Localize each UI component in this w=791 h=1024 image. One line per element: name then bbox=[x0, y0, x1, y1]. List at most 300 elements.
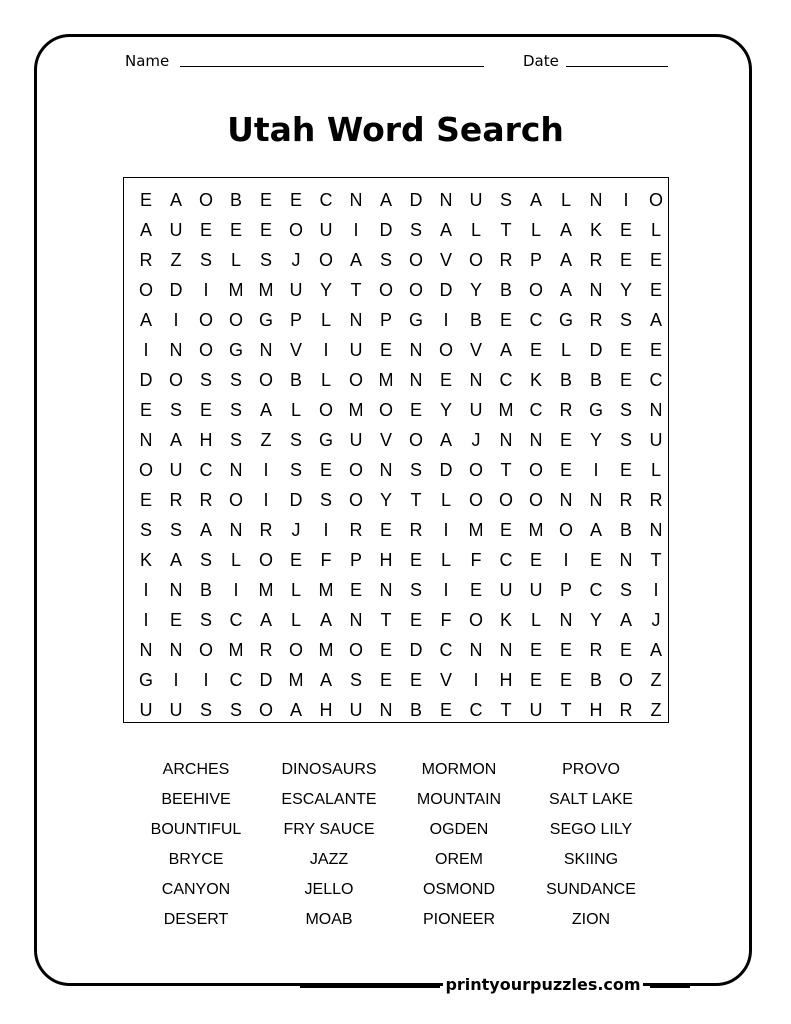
grid-letter: O bbox=[258, 370, 273, 390]
grid-letter: E bbox=[619, 460, 632, 480]
grid-letter: O bbox=[378, 400, 393, 420]
grid-letter: N bbox=[169, 340, 183, 360]
grid-letter: N bbox=[589, 190, 603, 210]
grid-letter: V bbox=[379, 430, 392, 450]
grid-letter: D bbox=[289, 490, 303, 510]
grid-letter: N bbox=[259, 340, 273, 360]
word-item: JAZZ bbox=[309, 851, 349, 868]
grid-letter: O bbox=[198, 190, 213, 210]
grid-letter: B bbox=[589, 670, 602, 690]
grid-letter: S bbox=[349, 670, 362, 690]
footer-line-right bbox=[650, 985, 690, 988]
grid-letter: C bbox=[589, 580, 603, 600]
grid-letter: E bbox=[619, 640, 632, 660]
grid-letter: V bbox=[289, 340, 302, 360]
grid-letter: V bbox=[469, 340, 482, 360]
grid-letter: B bbox=[289, 370, 302, 390]
grid-letter: N bbox=[379, 700, 393, 720]
grid-letter: E bbox=[439, 700, 452, 720]
grid-letter: H bbox=[499, 670, 513, 690]
grid-letter: O bbox=[468, 250, 483, 270]
grid-letter: R bbox=[349, 520, 363, 540]
grid-letter: T bbox=[350, 280, 362, 300]
grid-letter: E bbox=[379, 520, 392, 540]
grid-letter: I bbox=[623, 190, 629, 210]
grid-letter: K bbox=[499, 610, 512, 630]
grid-letter: E bbox=[259, 190, 272, 210]
grid-letter: R bbox=[589, 640, 603, 660]
grid-letter: L bbox=[650, 220, 661, 240]
grid-letter: S bbox=[259, 250, 272, 270]
grid-letter: E bbox=[499, 520, 512, 540]
grid-letter: S bbox=[619, 430, 632, 450]
grid-letter: E bbox=[529, 670, 542, 690]
grid-letter: N bbox=[229, 520, 243, 540]
grid-letter: S bbox=[199, 550, 212, 570]
grid-letter: R bbox=[589, 310, 603, 330]
grid-letter: C bbox=[529, 310, 543, 330]
grid-letter: R bbox=[499, 250, 513, 270]
grid-letter: C bbox=[439, 640, 453, 660]
word-column bbox=[131, 755, 261, 935]
word-column bbox=[526, 755, 656, 935]
grid-letter: O bbox=[288, 640, 303, 660]
grid-letter: L bbox=[320, 370, 331, 390]
grid-letter: L bbox=[530, 220, 541, 240]
grid-letter: R bbox=[409, 520, 423, 540]
grid-letter: I bbox=[173, 670, 179, 690]
grid-letter: V bbox=[439, 250, 452, 270]
word-item: OGDEN bbox=[429, 821, 489, 838]
grid-letter: U bbox=[469, 400, 483, 420]
grid-letter: Z bbox=[650, 700, 662, 720]
grid-letter: S bbox=[229, 700, 242, 720]
grid-letter: E bbox=[379, 670, 392, 690]
grid-letter: I bbox=[443, 520, 449, 540]
word-item: JELLO bbox=[304, 881, 354, 898]
grid-letter: C bbox=[319, 190, 333, 210]
grid-letter: O bbox=[378, 280, 393, 300]
grid-letter: E bbox=[319, 460, 332, 480]
grid-letter: I bbox=[323, 340, 329, 360]
grid-letter: G bbox=[558, 310, 573, 330]
grid-letter: I bbox=[263, 460, 269, 480]
grid-letter: I bbox=[563, 550, 569, 570]
grid-letter: D bbox=[409, 640, 423, 660]
grid-letter: S bbox=[169, 520, 182, 540]
grid-letter: O bbox=[258, 700, 273, 720]
grid-letter: O bbox=[468, 460, 483, 480]
grid-letter: E bbox=[589, 550, 602, 570]
grid-letter: C bbox=[529, 400, 543, 420]
grid-letter: E bbox=[259, 220, 272, 240]
grid-letter: N bbox=[469, 640, 483, 660]
word-item: BEEHIVE bbox=[161, 791, 231, 808]
word-item: OSMOND bbox=[423, 881, 495, 898]
grid-letter: E bbox=[469, 580, 482, 600]
grid-letter: U bbox=[169, 460, 183, 480]
grid-letter: M bbox=[318, 640, 334, 660]
grid-letter: S bbox=[169, 400, 182, 420]
grid-letter: U bbox=[529, 700, 543, 720]
word-item: SUNDANCE bbox=[546, 881, 636, 898]
footer-site: printyourpuzzles.com bbox=[443, 975, 643, 994]
grid-letter: J bbox=[471, 430, 481, 450]
grid-letter: R bbox=[649, 490, 663, 510]
grid-letter: N bbox=[529, 430, 543, 450]
grid-letter: R bbox=[559, 400, 573, 420]
word-item: PROVO bbox=[562, 761, 620, 778]
grid-letter: O bbox=[228, 490, 243, 510]
grid-letter: A bbox=[649, 310, 662, 330]
grid-letter: O bbox=[168, 370, 183, 390]
grid-letter: A bbox=[559, 280, 572, 300]
grid-letter: A bbox=[649, 640, 662, 660]
grid-letter: E bbox=[529, 550, 542, 570]
word-item: DINOSAURS bbox=[281, 761, 377, 778]
grid-letter: P bbox=[529, 250, 542, 270]
grid-letter: L bbox=[320, 310, 331, 330]
grid-letter: A bbox=[589, 520, 602, 540]
grid-letter: A bbox=[499, 340, 512, 360]
grid-letter: R bbox=[619, 700, 633, 720]
grid-letter: A bbox=[559, 250, 572, 270]
grid-letter: C bbox=[229, 610, 243, 630]
grid-letter: I bbox=[143, 610, 149, 630]
grid-letter: E bbox=[139, 190, 152, 210]
grid-letter: E bbox=[649, 250, 662, 270]
grid-letter: T bbox=[560, 700, 572, 720]
word-item: CANYON bbox=[161, 881, 231, 898]
grid-letter: D bbox=[439, 460, 453, 480]
grid-letter: U bbox=[349, 430, 363, 450]
grid-letter: A bbox=[259, 610, 272, 630]
grid-letter: N bbox=[169, 640, 183, 660]
word-item: BOUNTIFUL bbox=[150, 821, 242, 838]
grid-letter: S bbox=[289, 430, 302, 450]
grid-letter: Y bbox=[589, 610, 602, 630]
grid-letter: O bbox=[258, 550, 273, 570]
grid-letter: O bbox=[528, 460, 543, 480]
grid-letter: K bbox=[139, 550, 152, 570]
grid-letter: C bbox=[199, 460, 213, 480]
grid-letter: R bbox=[259, 640, 273, 660]
grid-letter: K bbox=[529, 370, 542, 390]
grid-letter: O bbox=[318, 250, 333, 270]
grid-letter: S bbox=[229, 370, 242, 390]
grid-letter: N bbox=[229, 460, 243, 480]
grid-letter: O bbox=[648, 190, 663, 210]
grid-letter: O bbox=[528, 490, 543, 510]
grid-letter: C bbox=[499, 550, 513, 570]
grid-letter: A bbox=[319, 610, 332, 630]
grid-letter: M bbox=[228, 280, 244, 300]
grid-letter: F bbox=[470, 550, 482, 570]
grid-letter: L bbox=[530, 610, 541, 630]
grid-letter: T bbox=[500, 220, 512, 240]
grid-letter: O bbox=[138, 460, 153, 480]
grid-letter: J bbox=[651, 610, 661, 630]
grid-letter: E bbox=[289, 190, 302, 210]
grid-letter: M bbox=[528, 520, 544, 540]
grid-letter: M bbox=[348, 400, 364, 420]
grid-letter: L bbox=[230, 250, 241, 270]
grid-letter: E bbox=[349, 580, 362, 600]
grid-letter: S bbox=[199, 610, 212, 630]
grid-letter: O bbox=[408, 250, 423, 270]
grid-letter: Y bbox=[439, 400, 452, 420]
grid-letter: H bbox=[319, 700, 333, 720]
grid-letter: Y bbox=[319, 280, 332, 300]
grid-letter: E bbox=[529, 640, 542, 660]
grid-letter: S bbox=[289, 460, 302, 480]
grid-letter: N bbox=[409, 340, 423, 360]
date-line bbox=[566, 66, 668, 67]
grid-letter: S bbox=[139, 520, 152, 540]
grid-letter: R bbox=[199, 490, 213, 510]
grid-letter: A bbox=[139, 310, 152, 330]
grid-letter: H bbox=[589, 700, 603, 720]
grid-letter: N bbox=[499, 430, 513, 450]
grid-letter: M bbox=[378, 370, 394, 390]
grid-letter: Z bbox=[170, 250, 182, 270]
word-item: DESERT bbox=[163, 911, 229, 928]
grid-letter: N bbox=[139, 640, 153, 660]
grid-letter: E bbox=[379, 640, 392, 660]
grid-letter: B bbox=[589, 370, 602, 390]
grid-letter: E bbox=[409, 610, 422, 630]
grid-letter: U bbox=[319, 220, 333, 240]
grid-letter: K bbox=[589, 220, 602, 240]
grid-letter: N bbox=[469, 370, 483, 390]
grid-letter: E bbox=[229, 220, 242, 240]
grid-letter: U bbox=[169, 220, 183, 240]
letter-grid bbox=[123, 177, 669, 723]
grid-letter: D bbox=[589, 340, 603, 360]
grid-letter: A bbox=[529, 190, 542, 210]
grid-letter: N bbox=[559, 610, 573, 630]
grid-letter: B bbox=[499, 280, 512, 300]
word-item: ESCALANTE bbox=[281, 791, 377, 808]
grid-letter: B bbox=[229, 190, 242, 210]
grid-letter: D bbox=[439, 280, 453, 300]
grid-letter: E bbox=[379, 340, 392, 360]
grid-letter: T bbox=[410, 490, 422, 510]
grid-letter: G bbox=[258, 310, 273, 330]
grid-letter: S bbox=[319, 490, 332, 510]
grid-letter: L bbox=[560, 190, 571, 210]
grid-letter: U bbox=[139, 700, 153, 720]
grid-letter: S bbox=[409, 220, 422, 240]
grid-letter: U bbox=[649, 430, 663, 450]
grid-letter: I bbox=[203, 670, 209, 690]
grid-letter: N bbox=[649, 520, 663, 540]
grid-letter: O bbox=[348, 490, 363, 510]
word-item: MOUNTAIN bbox=[416, 791, 502, 808]
grid-letter: J bbox=[291, 520, 301, 540]
grid-letter: S bbox=[619, 400, 632, 420]
grid-letter: E bbox=[409, 670, 422, 690]
grid-letter: E bbox=[619, 370, 632, 390]
grid-letter: L bbox=[440, 550, 451, 570]
grid-letter: Y bbox=[589, 430, 602, 450]
date-label: Date bbox=[523, 52, 559, 70]
grid-letter: B bbox=[409, 700, 422, 720]
grid-letter: G bbox=[588, 400, 603, 420]
word-item: SEGO LILY bbox=[549, 821, 633, 838]
grid-letter: N bbox=[559, 490, 573, 510]
grid-letter: P bbox=[289, 310, 302, 330]
grid-letter: E bbox=[559, 670, 572, 690]
footer-line-left bbox=[300, 985, 440, 988]
grid-letter: S bbox=[499, 190, 512, 210]
grid-letter: N bbox=[349, 310, 363, 330]
grid-letter: B bbox=[199, 580, 212, 600]
grid-letter: A bbox=[349, 250, 362, 270]
grid-letter: A bbox=[289, 700, 302, 720]
grid-letter: L bbox=[230, 550, 241, 570]
grid-letter: M bbox=[288, 670, 304, 690]
grid-letter: C bbox=[469, 700, 483, 720]
grid-letter: A bbox=[139, 220, 152, 240]
grid-letter: E bbox=[559, 430, 572, 450]
grid-letter: S bbox=[229, 430, 242, 450]
grid-letter: B bbox=[559, 370, 572, 390]
grid-letter: A bbox=[559, 220, 572, 240]
grid-letter: O bbox=[348, 370, 363, 390]
word-column bbox=[394, 755, 524, 935]
word-item: PIONEER bbox=[422, 911, 495, 928]
grid-letter: U bbox=[499, 580, 513, 600]
grid-letter: F bbox=[320, 550, 332, 570]
grid-letter: N bbox=[499, 640, 513, 660]
grid-letter: O bbox=[288, 220, 303, 240]
grid-letter: N bbox=[349, 190, 363, 210]
grid-letter: O bbox=[468, 610, 483, 630]
grid-letter: O bbox=[348, 460, 363, 480]
grid-letter: U bbox=[349, 700, 363, 720]
grid-letter: O bbox=[228, 310, 243, 330]
grid-letter: I bbox=[443, 310, 449, 330]
grid-letter: O bbox=[198, 640, 213, 660]
grid-letter: G bbox=[228, 340, 243, 360]
grid-letter: A bbox=[169, 550, 182, 570]
grid-letter: E bbox=[169, 610, 182, 630]
grid-letter: L bbox=[650, 460, 661, 480]
grid-letter: N bbox=[649, 400, 663, 420]
grid-letter: G bbox=[408, 310, 423, 330]
grid-letter: U bbox=[169, 700, 183, 720]
word-item: SKIING bbox=[563, 851, 619, 868]
grid-letter: I bbox=[443, 580, 449, 600]
grid-letter: J bbox=[291, 250, 301, 270]
grid-letter: N bbox=[139, 430, 153, 450]
grid-letter: H bbox=[379, 550, 393, 570]
word-item: OREM bbox=[435, 851, 483, 868]
grid-letter: E bbox=[409, 400, 422, 420]
grid-letter: M bbox=[498, 400, 514, 420]
grid-letter: P bbox=[349, 550, 362, 570]
grid-letter: N bbox=[379, 580, 393, 600]
grid-letter: M bbox=[228, 640, 244, 660]
name-label: Name bbox=[125, 52, 170, 70]
grid-letter: M bbox=[318, 580, 334, 600]
grid-letter: L bbox=[290, 580, 301, 600]
grid-letter: O bbox=[498, 490, 513, 510]
grid-letter: C bbox=[499, 370, 513, 390]
grid-letter: S bbox=[619, 580, 632, 600]
grid-letter: E bbox=[529, 340, 542, 360]
word-item: FRY SAUCE bbox=[283, 821, 375, 838]
grid-letter: E bbox=[559, 460, 572, 480]
grid-letter: T bbox=[500, 700, 512, 720]
grid-letter: A bbox=[169, 190, 182, 210]
grid-letter: S bbox=[379, 250, 392, 270]
name-line bbox=[180, 66, 484, 67]
grid-letter: L bbox=[290, 610, 301, 630]
word-item: MOAB bbox=[305, 911, 353, 928]
grid-letter: E bbox=[649, 280, 662, 300]
grid-letter: A bbox=[259, 400, 272, 420]
grid-letter: H bbox=[199, 430, 213, 450]
grid-letter: R bbox=[169, 490, 183, 510]
grid-letter: E bbox=[559, 640, 572, 660]
grid-letter: I bbox=[143, 340, 149, 360]
grid-letter: M bbox=[468, 520, 484, 540]
page-title: Utah Word Search bbox=[227, 110, 564, 149]
word-item: ZION bbox=[571, 911, 611, 928]
grid-letter: S bbox=[229, 400, 242, 420]
grid-letter: Y bbox=[469, 280, 482, 300]
grid-letter: L bbox=[290, 400, 301, 420]
grid-letter: N bbox=[169, 580, 183, 600]
grid-letter: C bbox=[229, 670, 243, 690]
grid-letter: D bbox=[259, 670, 273, 690]
grid-letter: I bbox=[353, 220, 359, 240]
grid-letter: R bbox=[259, 520, 273, 540]
grid-letter: A bbox=[169, 430, 182, 450]
grid-letter: D bbox=[169, 280, 183, 300]
grid-letter: U bbox=[349, 340, 363, 360]
grid-letter: N bbox=[349, 610, 363, 630]
grid-letter: O bbox=[198, 340, 213, 360]
grid-letter: O bbox=[468, 490, 483, 510]
grid-letter: O bbox=[528, 280, 543, 300]
grid-letter: E bbox=[289, 550, 302, 570]
grid-letter: P bbox=[379, 310, 392, 330]
grid-letter: A bbox=[439, 220, 452, 240]
grid-letter: S bbox=[619, 310, 632, 330]
grid-letter: N bbox=[589, 280, 603, 300]
grid-letter: T bbox=[380, 610, 392, 630]
grid-letter: O bbox=[408, 430, 423, 450]
grid-letter: B bbox=[469, 310, 482, 330]
grid-letter: N bbox=[439, 190, 453, 210]
word-column bbox=[264, 755, 394, 935]
grid-letter: N bbox=[379, 460, 393, 480]
grid-letter: I bbox=[173, 310, 179, 330]
grid-letter: E bbox=[619, 220, 632, 240]
grid-letter: D bbox=[139, 370, 153, 390]
grid-letter: M bbox=[258, 280, 274, 300]
grid-letter: O bbox=[558, 520, 573, 540]
word-item: SALT LAKE bbox=[549, 791, 633, 808]
grid-letter: T bbox=[500, 460, 512, 480]
grid-letter: O bbox=[318, 400, 333, 420]
grid-letter: U bbox=[469, 190, 483, 210]
grid-letter: S bbox=[409, 460, 422, 480]
grid-letter: R bbox=[589, 250, 603, 270]
